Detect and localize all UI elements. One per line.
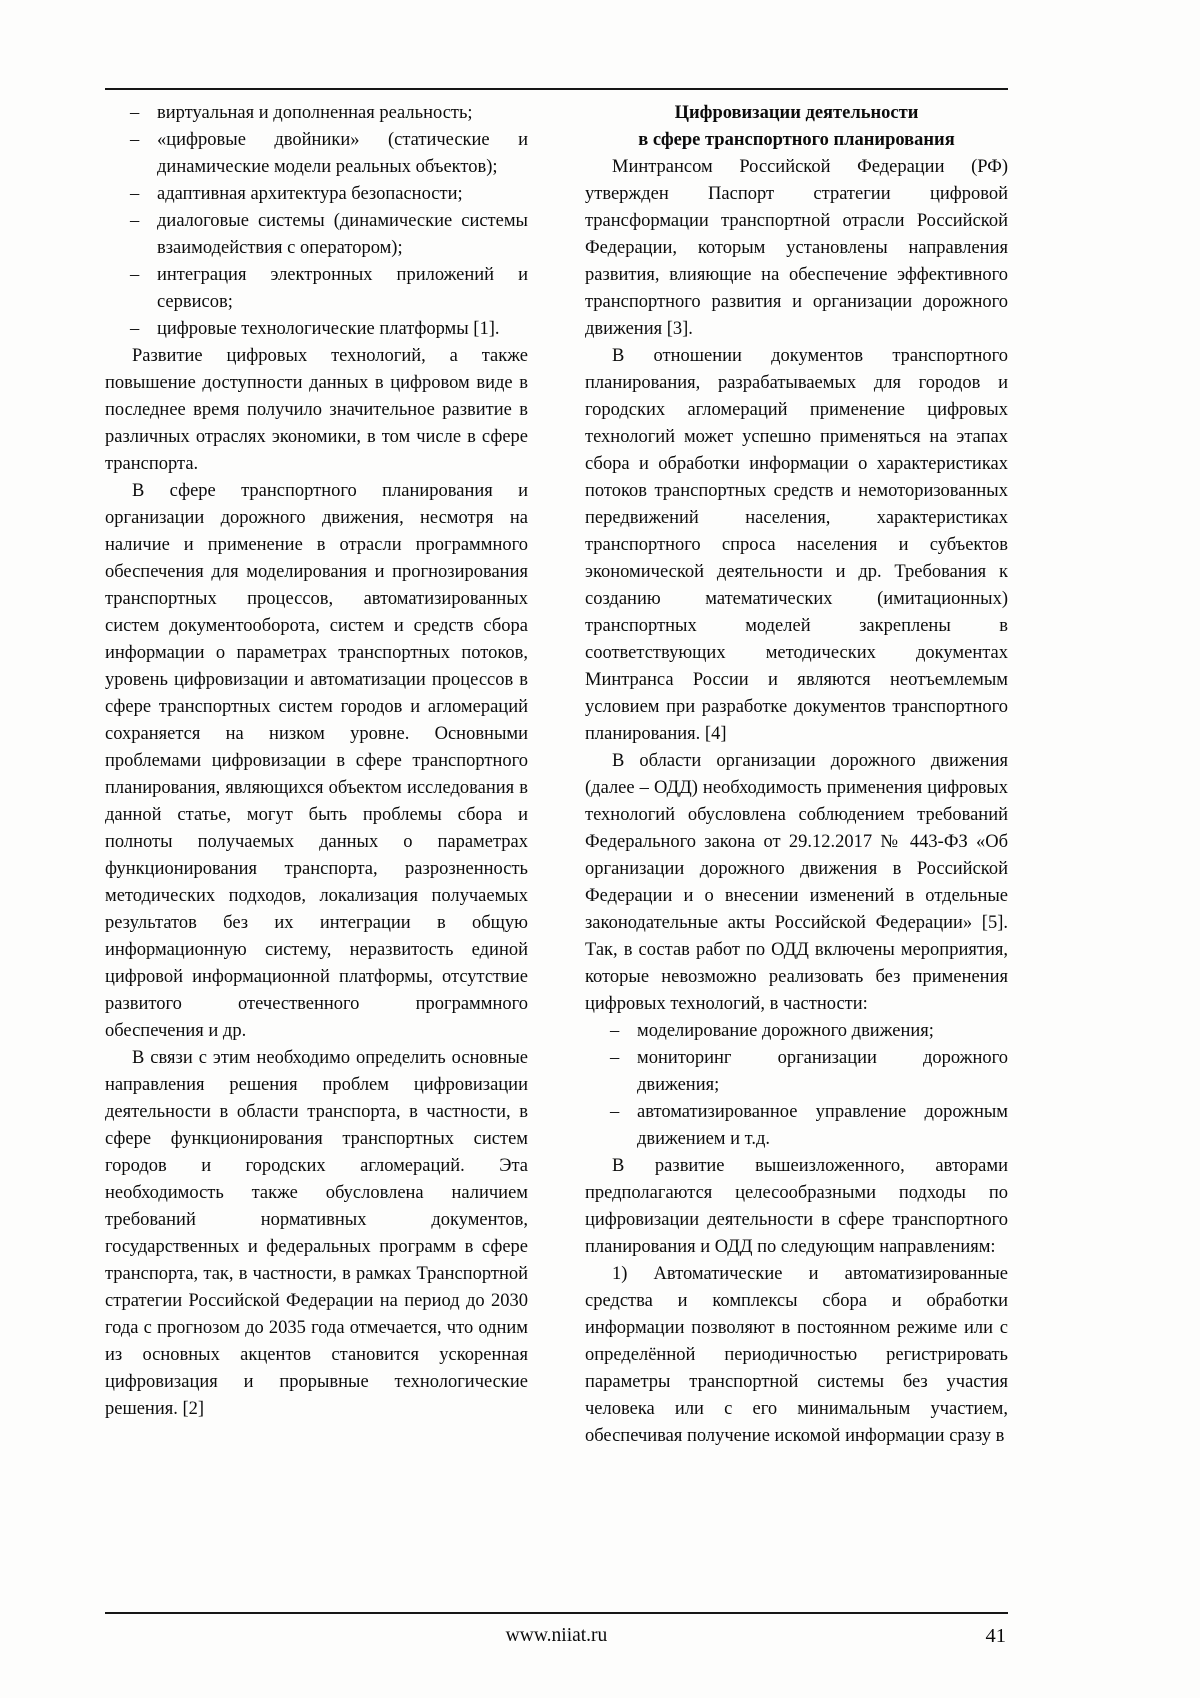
list-item-text: диалоговые системы (динамические системы взаимодействия с оператором);	[157, 211, 528, 258]
list-item-text: цифровые технологические платформы [1].	[157, 319, 500, 339]
dash-marker: –	[130, 319, 140, 339]
list-item	[585, 1018, 1008, 1045]
list-item	[105, 100, 528, 127]
page-number: 41	[985, 1625, 1006, 1647]
bulleted-list	[585, 1018, 1008, 1153]
section-heading-line: Цифровизации деятельности	[674, 103, 919, 123]
paragraph: В отношении документов транспортного планирования, разрабатываемых для городов и городских агломераций применение цифровых технологий может успешно применяться на этапах сбора и обработки информации о характеристиках потоков транспортных средств и немоторизованных передвижений населения, характеристиках транспортного спроса населения и субъектов экономической деятельности и др. Требования к созданию математических (имитационных) транспортных моделей закреплены в соответствующих методических документах Минтранса России и являются неотъемлемым условием при разработке документов транспортного планирования. [4]	[585, 346, 1008, 744]
list-item	[585, 1099, 1008, 1153]
list-item-text: автоматизированное управление дорожным движением и т.д.	[637, 1102, 1008, 1149]
dash-marker: –	[130, 265, 140, 285]
left-column	[105, 100, 528, 1450]
dash-marker: –	[130, 130, 140, 150]
list-item-text: интеграция электронных приложений и сервисов;	[157, 265, 528, 312]
list-item-text: виртуальная и дополненная реальность;	[157, 103, 473, 123]
paragraph: Минтрансом Российской Федерации (РФ) утвержден Паспорт стратегии цифровой трансформации транспортной отрасли Российской Федерации, которым установлены направления развития, влияющие на обеспечение эффективного транспортного развития и организации дорожного движения [3].	[585, 157, 1008, 339]
right-column	[585, 100, 1008, 1450]
paragraph: Развитие цифровых технологий, а также повышение доступности данных в цифровом виде в последнее время получило значительное развитие в различных отраслях экономики, в том числе в сфере транспорта.	[105, 346, 528, 474]
dash-marker: –	[610, 1021, 620, 1041]
footer-site-url: www.niiat.ru	[505, 1625, 608, 1646]
paragraph: 1) Автоматические и автоматизированные средства и комплексы сбора и обработки информации позволяют в постоянном режиме или с определённой периодичностью регистрировать параметры транспортной системы без участия человека или с его минимальным участием, обеспечивая получение искомой информации сразу в	[585, 1264, 1008, 1446]
section-heading	[585, 100, 1008, 154]
list-item-text: моделирование дорожного движения;	[637, 1021, 934, 1041]
paragraph: В развитие вышеизложенного, авторами предполагаются целесообразными подходы по цифровизации деятельности в сфере транспортного планирования и ОДД по следующим направлениям:	[585, 1156, 1008, 1257]
paragraph: В области организации дорожного движения (далее – ОДД) необходимость применения цифровых технологий обусловлена соблюдением требований Федерального закона от 29.12.2017 № 443-ФЗ «Об организации дорожного движения в Российской Федерации и о внесении изменений в отдельные законодательные акты Российской Федерации» [5]. Так, в состав работ по ОДД включены мероприятия, которые невозможно реализовать без применения цифровых технологий, в частности:	[585, 751, 1008, 1014]
dash-marker: –	[130, 211, 140, 231]
list-item	[105, 316, 528, 343]
dash-marker: –	[130, 184, 140, 204]
list-item	[105, 262, 528, 316]
section-heading-line: в сфере транспортного планирования	[638, 130, 955, 150]
dash-marker: –	[610, 1048, 620, 1068]
bulleted-list	[105, 100, 528, 343]
footer	[105, 1623, 1008, 1649]
page-content	[105, 100, 1008, 1450]
paragraph: В сфере транспортного планирования и организации дорожного движения, несмотря на наличие и применение в отрасли программного обеспечения для моделирования и прогнозирования транспортных процессов, автоматизированных систем документооборота, систем и средств сбора информации о параметрах транспортных потоков, уровень цифровизации и автоматизации процессов в сфере транспортных систем городов и агломераций сохраняется на низком уровне. Основными проблемами цифровизации в сфере транспортного планирования, являющихся объектом исследования в данной статье, могут быть проблемы сбора и полноты получаемых данных о параметрах функционирования транспорта, разрозненность методических подходов, локализация получаемых результатов без их интеграции в общую информационную систему, неразвитость единой цифровой информационной платформы, отсутствие развитого отечественного программного обеспечения и др.	[105, 481, 528, 1041]
paragraph: В связи с этим необходимо определить основные направления решения проблем цифровизации деятельности в области транспорта, в частности, в сфере функционирования транспортных систем городов и городских агломераций. Эта необходимость также обусловлена наличием требований нормативных документов, государственных и федеральных программ в сфере транспорта, так, в частности, в рамках Транспортной стратегии Российской Федерации на период до 2030 года с прогнозом до 2035 года отмечается, что одним из основных акцентов становится ускоренная цифровизация и прорывные технологические решения. [2]	[105, 1048, 528, 1419]
list-item	[105, 127, 528, 181]
dash-marker: –	[130, 103, 140, 123]
list-item-text: «цифровые двойники» (статические и динамические модели реальных объектов);	[157, 130, 528, 177]
top-rule	[105, 88, 1008, 90]
list-item	[105, 181, 528, 208]
dash-marker: –	[610, 1102, 620, 1122]
list-item	[585, 1045, 1008, 1099]
list-item	[105, 208, 528, 262]
list-item-text: мониторинг организации дорожного движения;	[637, 1048, 1008, 1095]
footer-rule	[105, 1612, 1008, 1614]
list-item-text: адаптивная архитектура безопасности;	[157, 184, 463, 204]
